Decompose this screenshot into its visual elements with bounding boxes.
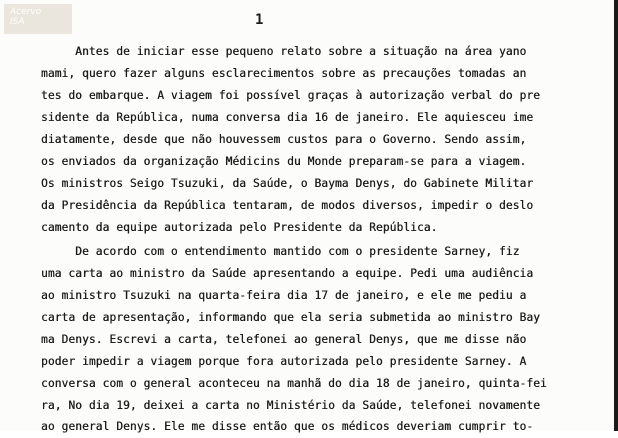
archive-stamp xyxy=(4,4,72,34)
text-line: carta de apresentação, informando que ela seria submetida ao ministro Bay xyxy=(41,311,540,324)
text-line: De acordo com o entendimento mantido com o presidente Sarney, fiz xyxy=(41,245,520,258)
text-line: mami, quero fazer alguns esclarecimentos sobre as precauções tomadas an xyxy=(41,67,527,80)
text-line: ma Denys. Escrevi a carta, telefonei ao general Denys, que me disse não xyxy=(41,333,527,346)
text-line: ao ministro Tsuzuki na quarta-feira dia 17 de janeiro, e ele me pediu a xyxy=(41,289,527,302)
text-line: os enviados da organização Médicins du Monde preparam-se para a viagem. xyxy=(41,155,527,168)
text-line: ra, No dia 19, deixei a carta no Ministério da Saúde, telefonei novamente xyxy=(41,399,540,412)
text-line: ao general Denys. Ele me disse então que os médicos deveriam cumprir to- xyxy=(41,420,534,433)
text-line: sidente da República, numa conversa dia 16 de janeiro. Ele aquiesceu ime xyxy=(41,111,534,124)
text-line: Antes de iniciar esse pequeno relato sobre a situação na área yano xyxy=(41,45,527,58)
text-line: Os ministros Seigo Tsuzuki, da Saúde, o Bayma Denys, do Gabinete Militar xyxy=(41,177,534,190)
scan-edge xyxy=(614,0,618,431)
archive-stamp-line: Acervo xyxy=(10,7,42,17)
text-line: tes do embarque. A viagem foi possível graças à autorização verbal do pre xyxy=(41,89,540,102)
page-number: 1 xyxy=(255,12,264,28)
text-line: diatamente, desde que não houvessem custos para o Governo. Sendo assim, xyxy=(41,133,527,146)
archive-stamp-line: ISA xyxy=(10,17,25,27)
text-line: camento da equipe autorizada pelo Presidente da República. xyxy=(41,221,438,234)
text-line: conversa com o general aconteceu na manhã do dia 18 de janeiro, quinta-fei xyxy=(41,377,547,390)
text-line: poder impedir a viagem porque fora autorizada pelo presidente Sarney. A xyxy=(41,355,527,368)
text-line: da Presidência da República tentaram, de modos diversos, impedir o deslo xyxy=(41,199,534,212)
text-line: uma carta ao ministro da Saúde apresentando a equipe. Pedi uma audiência xyxy=(41,267,534,280)
